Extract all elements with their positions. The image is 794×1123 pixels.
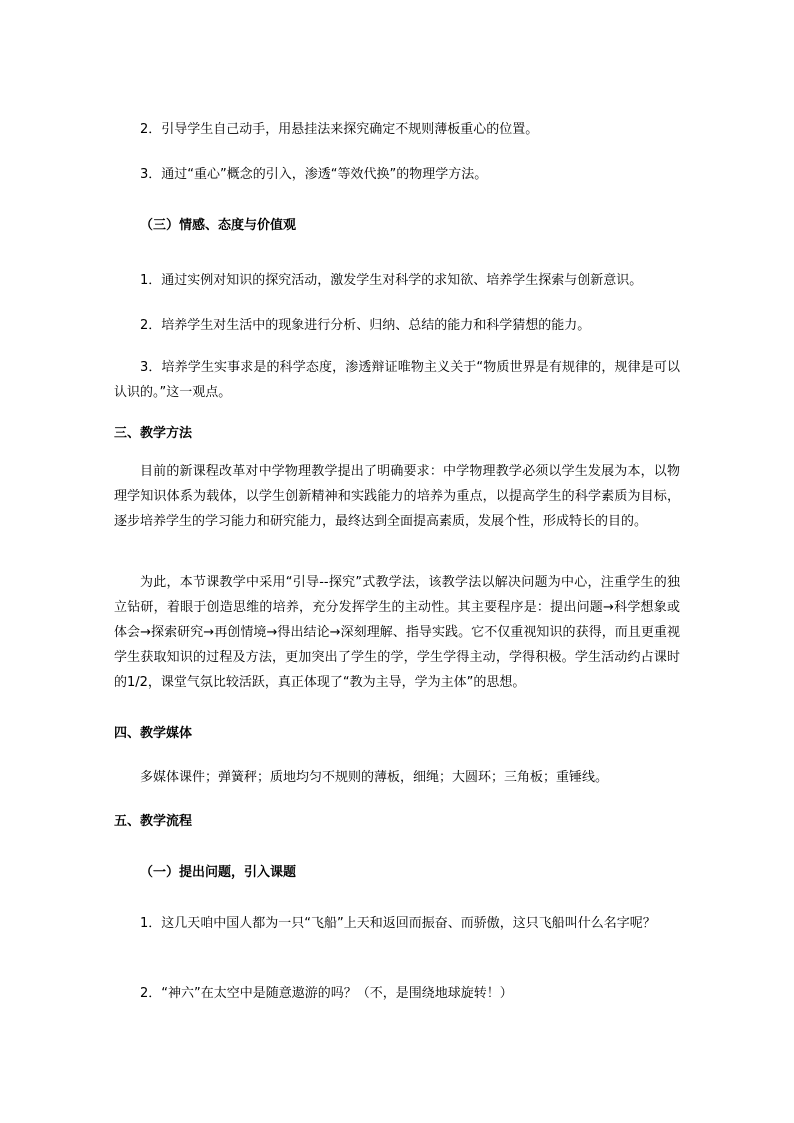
paragraph-emotion-2: 2．培养学生对生活中的现象进行分析、归纳、总结的能力和科学猜想的能力。 xyxy=(140,318,591,333)
heading-teaching-process: 五、教学流程 xyxy=(114,814,193,829)
paragraph-media-list: 多媒体课件；弹簧秤；质地均匀不规则的薄板，细绳；大圆环；三角板；重锤线。 xyxy=(140,770,609,785)
subheading-raise-question: （一）提出问题，引入课题 xyxy=(140,865,297,880)
paragraph-objective-3: 3．通过“重心”概念的引入，渗透“等效代换”的物理学方法。 xyxy=(140,167,488,182)
subheading-emotion-attitude-values: （三）情感、态度与价值观 xyxy=(140,218,297,233)
paragraph-question-2: 2．“神六”在太空中是随意遨游的吗？（不，是围绕地球旋转！） xyxy=(140,986,513,1001)
paragraph-question-1: 1．这几天咱中国人都为一只“飞船”上天和返回而振奋、而骄傲，这只飞船叫什么名字呢？ xyxy=(140,916,656,931)
paragraph-emotion-3: 3．培养学生实事求是的科学态度，渗透辩证唯物主义关于“物质世界是有规律的，规律是可以认识的。”这一观点。 xyxy=(114,360,680,400)
heading-teaching-methods: 三、教学方法 xyxy=(114,426,193,441)
paragraph-objective-2: 2．引导学生自己动手，用悬挂法来探究确定不规则薄板重心的位置。 xyxy=(140,122,539,137)
paragraph-methods-intro: 目前的新课程改革对中学物理教学提出了明确要求：中学物理教学必须以学生发展为本，以物理学知识体系为载体，以学生创新精神和实践能力的培养为重点，以提高学生的科学素质为目标，逐步培养学生的学习能力和研究能力，最终达到全面提高素质，发展个性，形成特长的目的。 xyxy=(114,464,680,529)
paragraph-methods-guided-inquiry: 为此，本节课教学中采用“引导--探究”式教学法，该教学法以解决问题为中心，注重学生的独立钻研，着眼于创造思维的培养，充分发挥学生的主动性。其主要程序是：提出问题→科学想象或体会→探索研究→再创情境→得出结论→深刻理解、指导实践。它不仅重视知识的获得，而且更重视学生获取知识的过程及方法，更加突出了学生的学，学生学得主动，学得积极。学生活动约占课时的1/2，课堂气氛比较活跃，真正体现了“教为主导，学为主体”的思想。 xyxy=(114,575,680,690)
paragraph-emotion-1: 1．通过实例对知识的探究活动，激发学生对科学的求知欲、培养学生探索与创新意识。 xyxy=(140,273,643,288)
heading-teaching-media: 四、教学媒体 xyxy=(114,726,193,741)
